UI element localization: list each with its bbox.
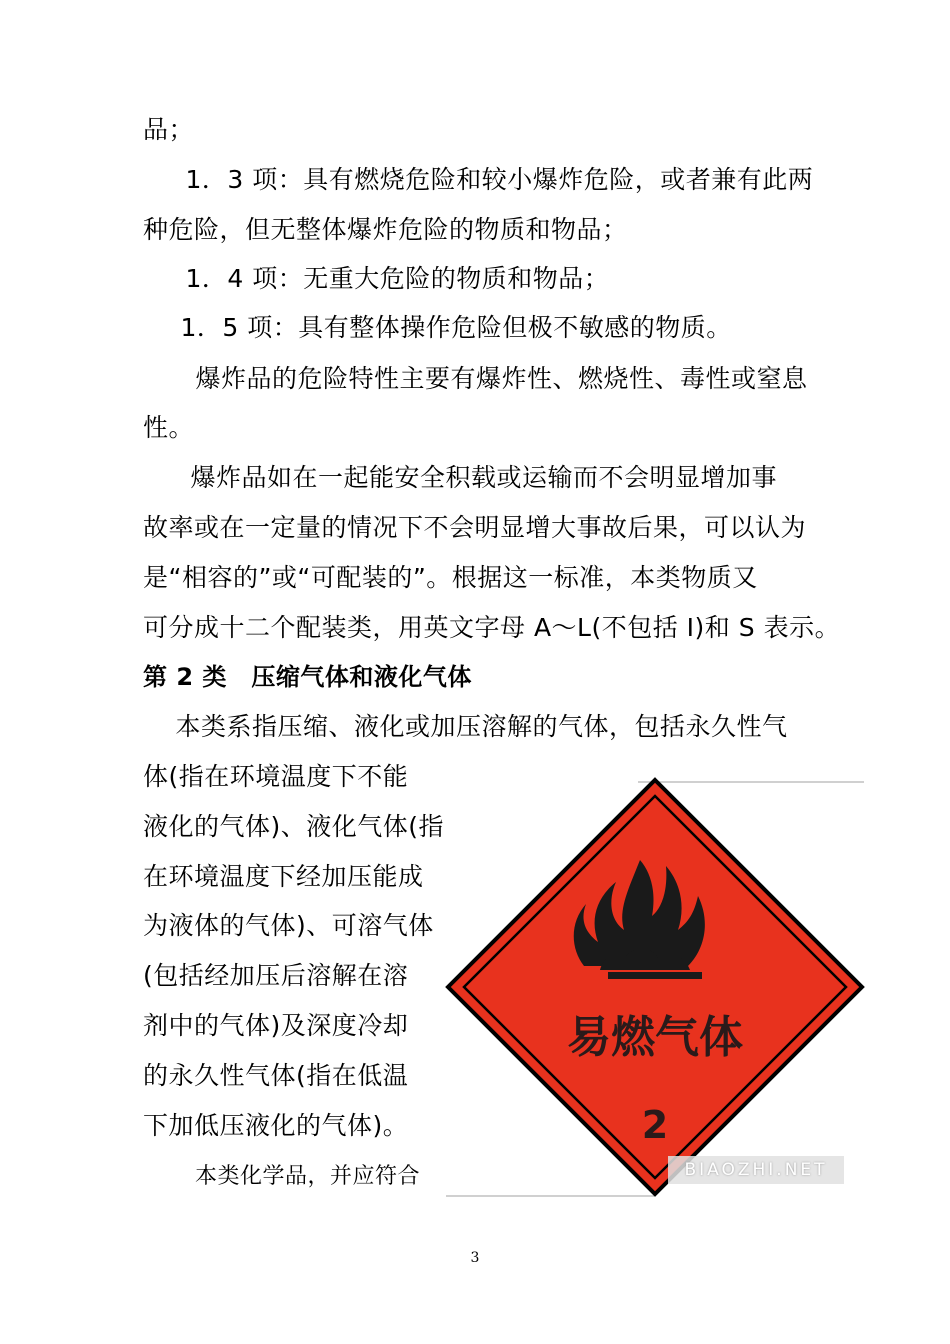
text-line-5: 1．5 项：具有整体操作危险但极不敏感的物质。 xyxy=(155,313,732,342)
section-heading: 第 2 类 压缩气体和液化气体 xyxy=(143,663,472,691)
page-number: 3 xyxy=(470,1250,480,1266)
text-line-2: 1．3 项：具有燃烧危险和较小爆炸危险，或者兼有此两 xyxy=(160,165,814,194)
class-number: 2 xyxy=(641,1103,669,1147)
watermark-banner: BIAOZHI.NET xyxy=(668,1156,844,1184)
intro-line: 本类系指压缩、液化或加压溶解的气体，包括永久性气 xyxy=(150,712,788,741)
wrapped-line-7: 的永久性气体(指在低温 xyxy=(143,1061,409,1090)
wrapped-line-3: 在环境温度下经加压能成 xyxy=(143,862,424,891)
hazard-diamond-icon xyxy=(440,770,870,1200)
text-line-9: 故率或在一定量的情况下不会明显增大事故后果，可以认为 xyxy=(143,513,807,542)
text-line-1: 品； xyxy=(143,115,195,144)
text-line-3: 种危险，但无整体爆炸危险的物质和物品； xyxy=(143,215,628,244)
flammable-gas-sign xyxy=(440,770,870,1200)
sign-label: 易燃气体 xyxy=(567,1012,743,1063)
wrapped-line-5: (包括经加压后溶解在溶 xyxy=(143,961,409,990)
wrapped-line-1: 体(指在环境温度下不能 xyxy=(143,762,409,791)
wrapped-line-2: 液化的气体)、液化气体(指 xyxy=(143,812,445,841)
text-line-6: 爆炸品的危险特性主要有爆炸性、燃烧性、毒性或窒息 xyxy=(170,364,808,393)
text-line-8: 爆炸品如在一起能安全积载或运输而不会明显增加事 xyxy=(165,463,778,492)
last-line: 本类化学品，并应符合 xyxy=(195,1164,421,1189)
text-line-11: 可分成十二个配装类，用英文字母 A～L(不包括 I)和 S 表示。 xyxy=(143,613,841,642)
wrapped-line-4: 为液体的气体)、可溶气体 xyxy=(143,911,434,940)
text-line-10: 是“相容的”或“可配装的”。根据这一标准，本类物质又 xyxy=(143,563,758,592)
text-line-4: 1．4 项：无重大危险的物质和物品； xyxy=(160,264,610,293)
wrapped-line-6: 剂中的气体)及深度冷却 xyxy=(143,1011,409,1040)
text-line-7: 性。 xyxy=(143,413,195,442)
wrapped-line-8: 下加低压液化的气体)。 xyxy=(143,1111,409,1140)
